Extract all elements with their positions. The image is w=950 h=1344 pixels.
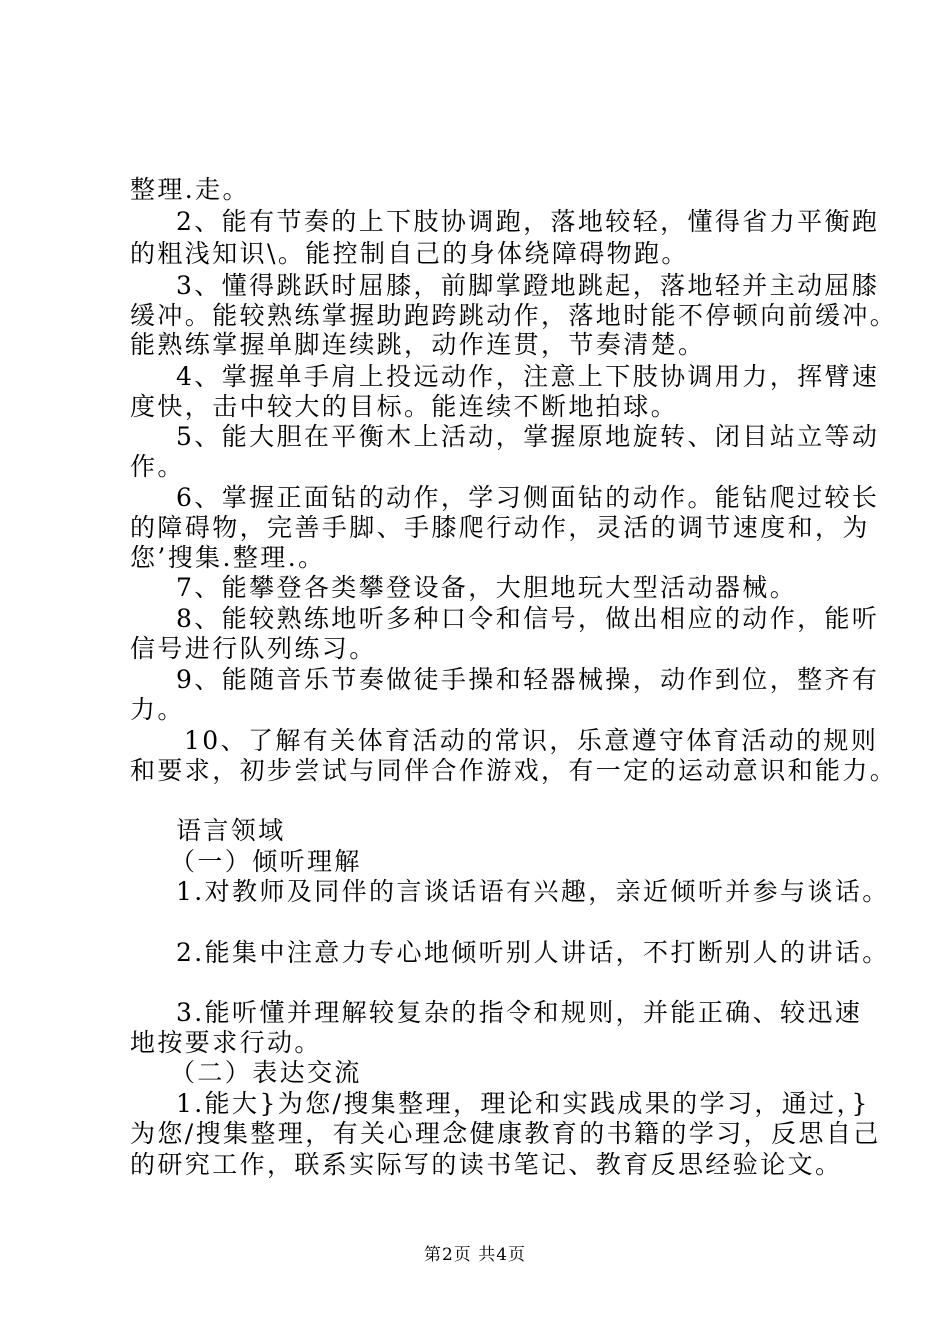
text-line: 的障碍物，完善手脚、手膝爬行动作，灵活的调节速度和，为	[130, 513, 870, 542]
text-line: 2、能有节奏的上下肢协调跑，落地较轻，懂得省力平衡跑	[176, 207, 880, 236]
text-line: 和要求，初步尝试与同伴合作游戏，有一定的运动意识和能力。	[130, 756, 898, 785]
text-line: 力。	[130, 695, 185, 724]
text-line: 地按要求行动。	[130, 1028, 322, 1057]
text-line: 3、懂得跳跃时屈膝，前脚掌蹬地跳起，落地轻并主动屈膝	[176, 271, 880, 300]
text-line: 6、掌握正面钻的动作，学习侧面钻的动作。能钻爬过较长	[176, 483, 880, 512]
text-line: 能熟练掌握单脚连续跳，动作连贯，节奏清楚。	[130, 330, 706, 359]
page-footer: 第2页 共4页	[423, 1245, 527, 1265]
text-line: 1.能大}为您/搜集整理，理论和实践成果的学习，通过，}	[176, 1089, 870, 1118]
text-line: 1.对教师及同伴的言谈话语有兴趣，亲近倾听并参与谈话。	[176, 877, 890, 906]
text-line: 8、能较熟练地听多种口令和信号，做出相应的动作，能听	[176, 604, 880, 633]
text-line: 4、掌握单手肩上投远动作，注意上下肢协调用力，挥臂速	[176, 362, 880, 391]
text-line: 10、了解有关体育活动的常识，乐意遵守体育活动的规则	[184, 726, 879, 755]
text-line: 5、能大胆在平衡木上活动，掌握原地旋转、闭目站立等动	[176, 422, 880, 451]
text-line: 的研究工作，联系实际写的读书笔记、教育反思经验论文。	[130, 1150, 843, 1179]
text-line: 为您/搜集整理，有关心理念健康教育的书籍的学习，反思自己	[130, 1119, 881, 1148]
text-line: 2.能集中注意力专心地倾听别人讲话，不打断别人的讲话。	[176, 938, 890, 967]
text-line: 作。	[130, 452, 185, 481]
text-line: 3.能听懂并理解较复杂的指令和规则，并能正确、较迅速	[176, 998, 863, 1027]
section-heading: 语言领域	[176, 816, 286, 845]
text-line: 信号进行队列练习。	[130, 634, 377, 663]
text-line: 您’搜集.整理.。	[130, 543, 326, 572]
text-line: 的粗浅知识\。能控制自己的身体绕障碍物跑。	[130, 239, 689, 268]
text-line: 9、能随音乐节奏做徒手操和轻器械操，动作到位，整齐有	[176, 665, 880, 694]
text-line: 缓冲。能较熟练掌握助跑跨跳动作，落地时能不停顿向前缓冲。	[130, 301, 898, 330]
subsection-heading: （一）倾听理解	[170, 847, 362, 876]
text-line: 度快，击中较大的目标。能连续不断地拍球。	[130, 392, 679, 421]
subsection-heading: （二）表达交流	[170, 1058, 362, 1087]
text-line: 7、能攀登各类攀登设备，大胆地玩大型活动器械。	[176, 573, 798, 602]
text-line: 整理.走。	[130, 175, 250, 204]
